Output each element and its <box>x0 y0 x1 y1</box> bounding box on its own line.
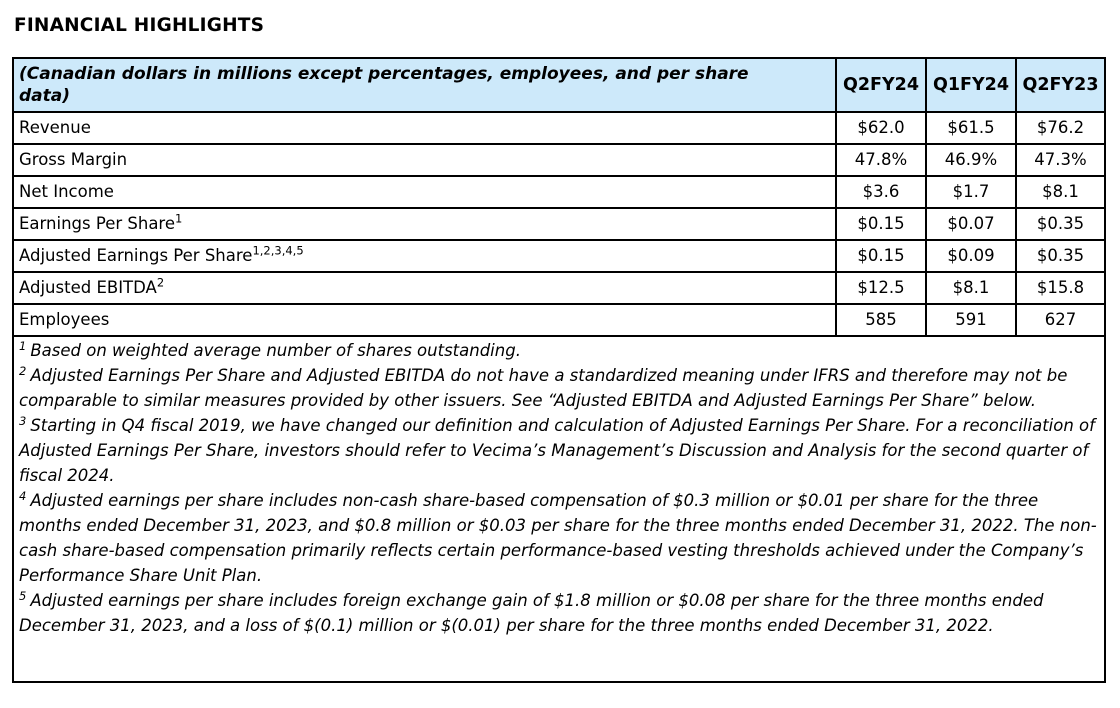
row-label: Gross Margin <box>13 144 836 176</box>
cell-value: $0.15 <box>836 208 926 240</box>
cell-value: $0.15 <box>836 240 926 272</box>
cell-value: $61.5 <box>926 112 1016 144</box>
financial-highlights-table <box>12 57 1106 683</box>
row-label: Adjusted EBITDA$^2$ <box>13 272 836 304</box>
footnote-marker: 3 <box>19 413 27 428</box>
footnote-ref: 2 <box>156 275 165 289</box>
footnote-text: Adjusted Earnings Per Share and Adjusted EBITDA do not have a standardized meaning under IFRS and therefore may not be comparable to similar measures provided by other issuers. See “Adjusted EBITDA and Adjusted Earnings Per Share” below. <box>19 366 1068 410</box>
footnote-2 <box>19 363 1098 413</box>
footnote-ref: 1,2,3,4,5 <box>252 243 304 257</box>
row-label: Earnings Per Share$^1$ <box>13 208 836 240</box>
table-row-revenue <box>13 112 1105 144</box>
footnote-text: Adjusted earnings per share includes non-cash share-based compensation of $0.3 million or $0.01 per share for the three months ended December 31, 2023, and $0.8 million or $0.03 per share for the three months ended December 31, 2022. The non-cash share-based compensation primarily reflects certain performance-based vesting thresholds achieved under the Company’s Performance Share Unit Plan. <box>19 491 1097 585</box>
footnote-text: Based on weighted average number of shares outstanding. <box>30 341 521 360</box>
cell-value: $0.07 <box>926 208 1016 240</box>
footnote-ref: 1 <box>175 211 183 225</box>
column-header-q2fy24: Q2FY24 <box>836 58 926 112</box>
cell-value: $8.1 <box>1016 176 1105 208</box>
cell-value: $0.09 <box>926 240 1016 272</box>
footnote-marker: 4 <box>19 488 27 503</box>
footnote-marker: 2 <box>19 363 27 378</box>
row-label: Revenue <box>13 112 836 144</box>
cell-value: $0.35 <box>1016 208 1105 240</box>
page-title: FINANCIAL HIGHLIGHTS <box>14 15 265 36</box>
cell-value: $12.5 <box>836 272 926 304</box>
footnote-marker: 5 <box>19 588 27 603</box>
cell-value: $62.0 <box>836 112 926 144</box>
cell-value: $76.2 <box>1016 112 1105 144</box>
table-caption-cell <box>13 58 836 112</box>
table-row-gross-margin <box>13 144 1105 176</box>
footnote-1 <box>19 338 1098 363</box>
column-header-q1fy24: Q1FY24 <box>926 58 1016 112</box>
footnote-5 <box>19 588 1098 638</box>
cell-value: $0.35 <box>1016 240 1105 272</box>
footnote-text: Adjusted earnings per share includes foreign exchange gain of $1.8 million or $0.08 per share for the three months ended December 31, 2023, and a loss of $(0.1) million or $(0.01) per share for the three months ended December 31, 2022. <box>19 591 1044 635</box>
cell-value: 46.9% <box>926 144 1016 176</box>
row-label: Net Income <box>13 176 836 208</box>
cell-value: $1.7 <box>926 176 1016 208</box>
table-header-row <box>13 58 1105 112</box>
row-label: Employees <box>13 304 836 336</box>
table-row-adjusted-ebitda <box>13 272 1105 304</box>
cell-value: 627 <box>1016 304 1105 336</box>
footnote-marker: 1 <box>19 338 27 353</box>
table-caption-text: (Canadian dollars in millions except percentages, employees, and per share data) <box>19 64 749 106</box>
cell-value: $3.6 <box>836 176 926 208</box>
row-label: Adjusted Earnings Per Share$^{1,2,3,4,5}$ <box>13 240 836 272</box>
footnote-4 <box>19 488 1098 588</box>
table-row-earnings-per-share <box>13 208 1105 240</box>
column-header-q2fy23: Q2FY23 <box>1016 58 1105 112</box>
footnote-text: Starting in Q4 fiscal 2019, we have changed our definition and calculation of Adjusted Earnings Per Share. For a reconciliation of Adjusted Earnings Per Share, investors should refer to Vecima’s Management’s Discussion and Analysis for the second quarter of fiscal 2024. <box>19 416 1095 485</box>
footnotes-cell <box>13 336 1105 682</box>
cell-value: 585 <box>836 304 926 336</box>
table-row-net-income <box>13 176 1105 208</box>
cell-value: $15.8 <box>1016 272 1105 304</box>
table-row-employees <box>13 304 1105 336</box>
footnotes-row <box>13 336 1105 682</box>
cell-value: 591 <box>926 304 1016 336</box>
table-row-adjusted-earnings-per-share <box>13 240 1105 272</box>
cell-value: 47.8% <box>836 144 926 176</box>
cell-value: $8.1 <box>926 272 1016 304</box>
footnote-3 <box>19 413 1098 488</box>
cell-value: 47.3% <box>1016 144 1105 176</box>
